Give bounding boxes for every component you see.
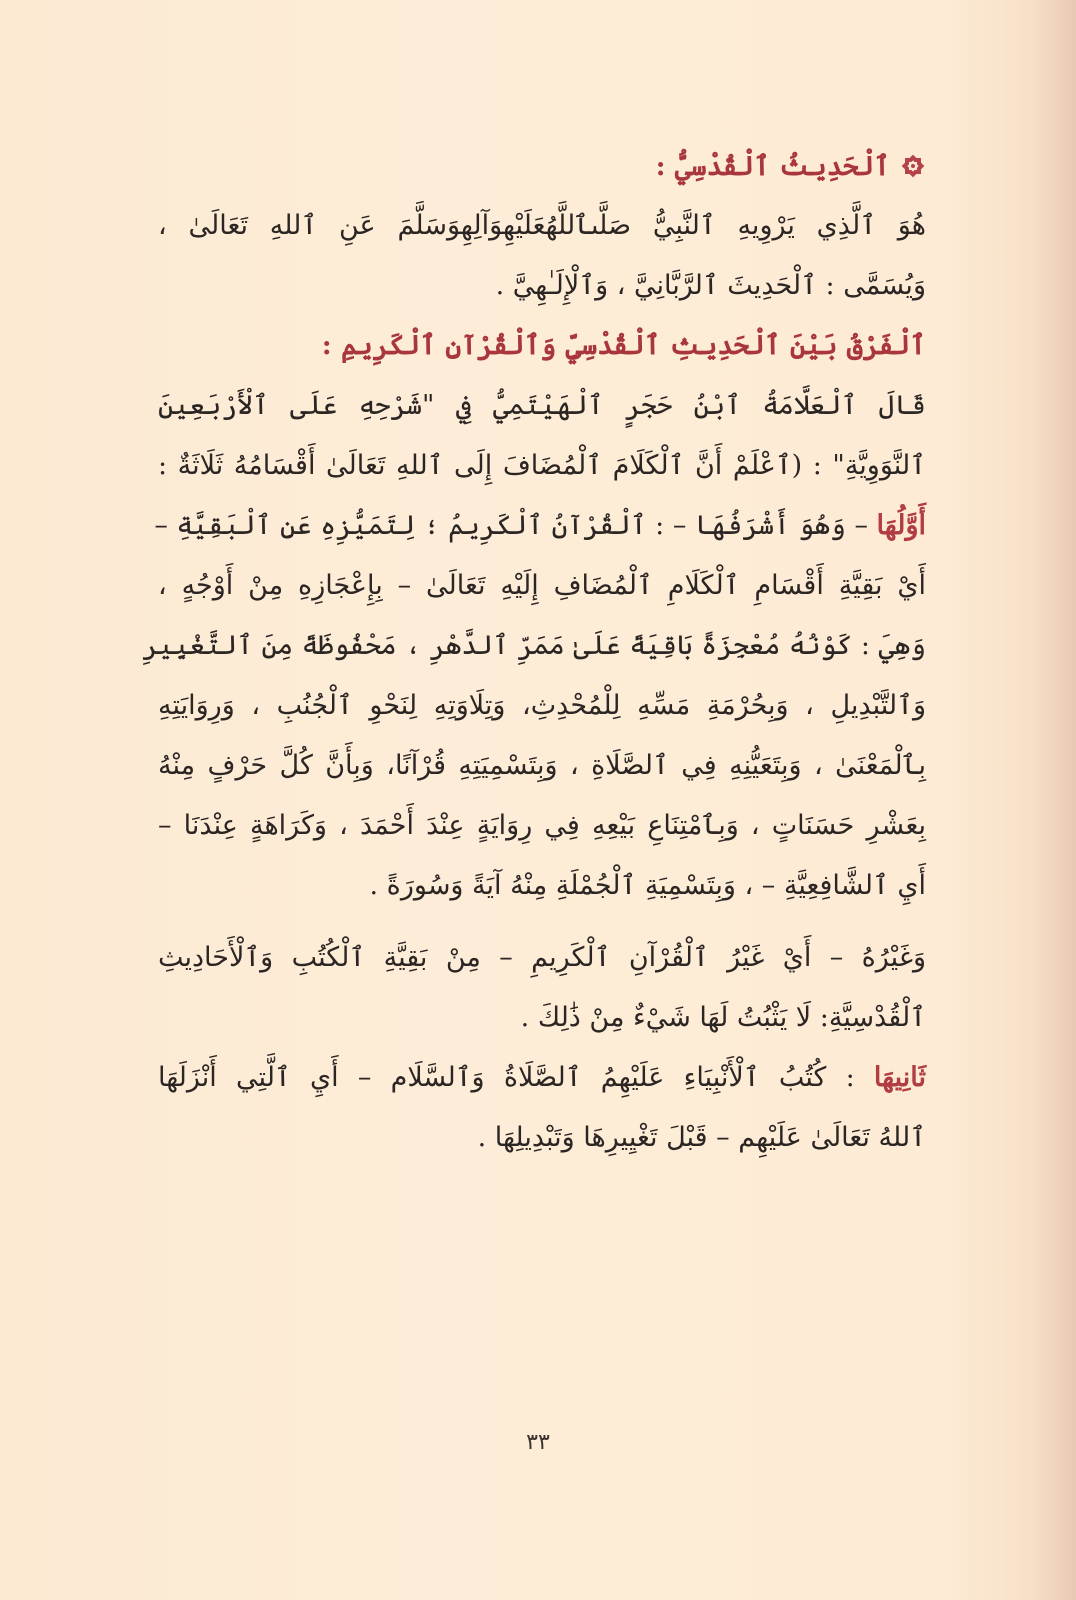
ornament-star-icon [900,153,926,179]
first-category-text: – وَهُوَ أَشْرَفُهَا – : ٱلْقُرْآنُ ٱلْكَرِيمُ ؛ لِتَمَيُّزِهِ عَنِ ٱلْبَقِيَّةِ – [154,510,877,541]
paragraph-line: ٱللهُ تَعَالَىٰ عَلَيْهِم – قَبْلَ تَغْيِيرِهَا وَتَبْدِيلِهَا . [477,1122,926,1153]
paragraph-line: ٱلْقُدْسِيَّةِ: لَا يَثْبُتُ لَهَا شَيْءٌ مِنْ ذَٰلِكَ . [520,1002,926,1033]
paragraph-line: ٱلنَّوَوِيَّةِ" : (ٱعْلَمْ أَنَّ ٱلْكَلَامَ ٱلْمُضَافَ إِلَى ٱللهِ تَعَالَىٰ أَقْسَامُهُ ثَلَاثَةٌ : [158,450,926,481]
first-category-label: أَوَّلُهَا [876,510,926,541]
paragraph-line: بِعَشْرِ حَسَنَاتٍ ، وَبِٱمْتِنَاعِ بَيْعِهِ فِي رِوَايَةٍ عِنْدَ أَحْمَدَ ، وَكَرَاهَةٍ عِنْدَنَا – [158,810,926,841]
page-content [142,136,926,1168]
heading-text: ٱلْحَدِيثُ ٱلْقُدْسِيُّ : [655,150,890,182]
page-number: ٣٣ [526,1430,550,1455]
paragraph-line: وَيُسَمَّى : ٱلْحَدِيثَ ٱلرَّبَّانِيَّ ، وَٱلْإِلَـٰهِيَّ . [495,270,926,301]
second-category-text: : كُتُبُ ٱلْأَنْبِيَاءِ عَلَيْهِمُ ٱلصَّلَاةُ وَٱلسَّلَام – أَيِ ٱلَّتِي أَنْزَلَهَا [158,1062,874,1093]
paragraph-line: وَغَيْرُهُ – أَيْ غَيْرُ ٱلْقُرْآنِ ٱلْكَرِيمِ – مِنْ بَقِيَّةِ ٱلْكُتُبِ وَٱلْأَحَادِيثِ [158,942,926,973]
section-heading-hadith-qudsi [158,136,926,196]
paragraph-line: وَٱلتَّبْدِيلِ ، وَبِحُرْمَةِ مَسِّهِ لِلْمُحْدِثِ، وَتِلَاوَتِهِ لِنَحْوِ ٱلْجُنُبِ ، وَرِوَايَتِهِ [158,690,926,721]
first-category-line [154,496,926,556]
second-category-label: ثَانِيهَا [873,1062,926,1093]
second-category-line [158,1048,926,1108]
paragraph-line: أَيِ ٱلشَّافِعِيَّةِ – ، وَبِتَسْمِيَةِ ٱلْجُمْلَةِ مِنْهُ آيَةً وَسُورَةً . [369,870,926,901]
paragraph-line: وَهِيَ : كَوْنُهُ مُعْجِزَةً بَاقِيَةً عَلَىٰ مَمَرِّ ٱلدَّهْرِ ، مَحْفُوظَةً مِنَ ٱلتَّغْيِيرِ [142,630,926,661]
paragraph-gap [158,916,926,928]
paragraph-line: هُوَ ٱلَّذِي يَرْوِيهِ ٱلنَّبِيُّ صَلَّىٱللَّهُعَلَيْهِوَآلِهِوَسَلَّمَ عَنِ ٱللهِ تَعَالَىٰ ، [158,210,926,241]
section-heading-difference: ٱلْفَرْقُ بَيْنَ ٱلْحَدِيثِ ٱلْقُدْسِيِّ وَٱلْقُرْآنِ ٱلْكَرِيمِ : [321,330,926,361]
paragraph-line: قَالَ ٱلْعَلَّامَةُ ٱبْنُ حَجَرٍ ٱلْهَيْتَمِيُّ فِي "شَرْحِهِ عَلَى ٱلْأَرْبَعِينَ [158,390,926,421]
paragraph-line: بِٱلْمَعْنَىٰ ، وَبِتَعَيُّنِهِ فِي ٱلصَّلَاةِ ، وَبِتَسْمِيَتِهِ قُرْآنًا، وَبِأَنَّ كُلَّ حَرْفٍ مِنْهُ [158,750,926,781]
paragraph-line: أَيْ بَقِيَّةِ أَقْسَامِ ٱلْكَلَامِ ٱلْمُضَافِ إِلَيْهِ تَعَالَىٰ – بِإِعْجَازِهِ مِنْ أَوْجُهٍ ، [158,570,926,601]
